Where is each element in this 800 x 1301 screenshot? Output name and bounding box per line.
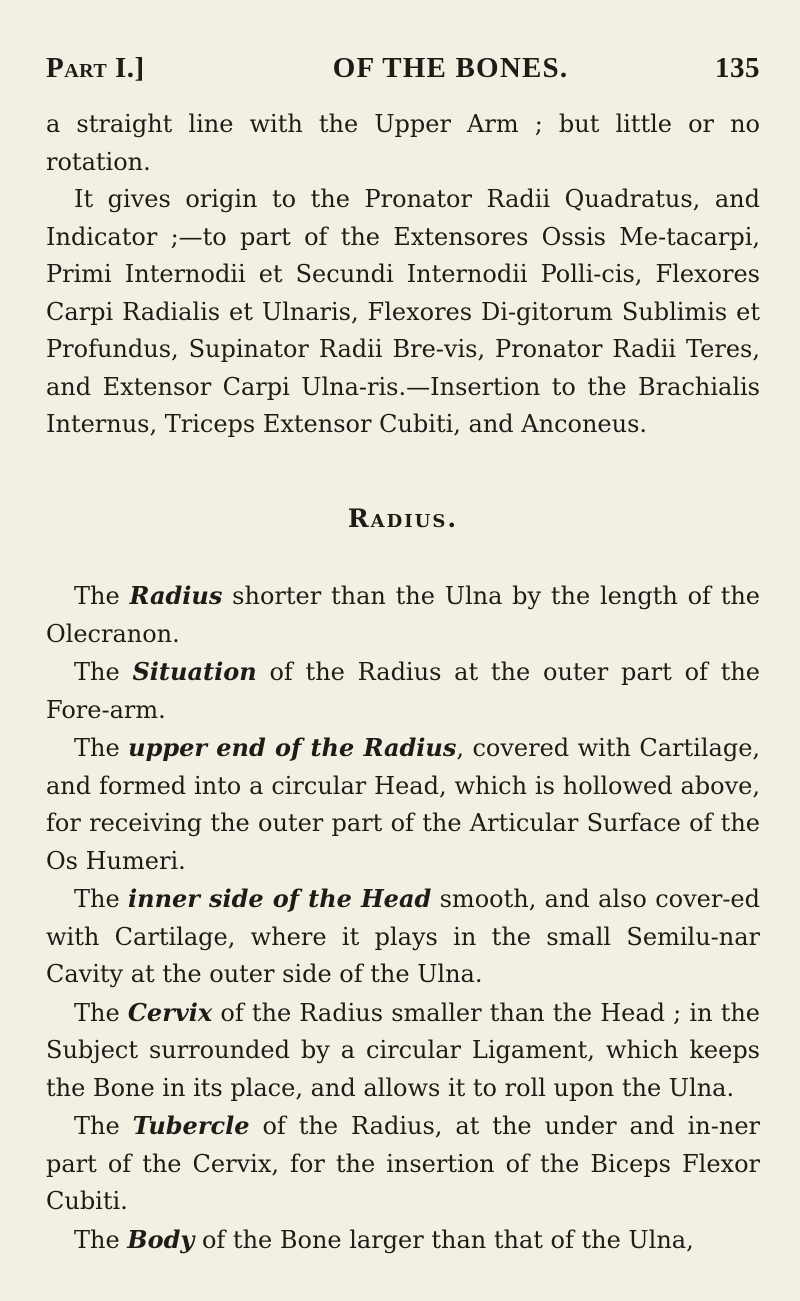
paragraph-text: The: [74, 998, 128, 1027]
paragraph-text: The: [74, 658, 133, 686]
running-title: OF THE BONES.: [332, 52, 569, 84]
paragraph-text: The: [74, 734, 129, 762]
paragraph: [46, 181, 760, 444]
paragraph: [46, 1107, 760, 1221]
paragraph-text: of the Radius smaller than the Head ; in the Subject surrounded by a circular Ligament, which keeps the Bone in its place, and allows it to roll upon the Ulna.: [46, 998, 761, 1102]
paragraph-text: shorter than the Ulna by the length of the Olecranon.: [46, 582, 761, 648]
paragraph: [46, 577, 760, 653]
emphasis-term: Cervix: [127, 997, 213, 1027]
paragraph: [46, 994, 760, 1108]
paragraph-text: It gives origin to the Pronator Radii Quadratus, and Indicator ;—to part of the Extensores Ossis Me-tacarpi, Primi Internodii et Secundi Internodii Polli-cis, Flexores Carpi Radialis et Ulnaris, Flexores Di-gitorum Sublimis et Profundus, Supinator Radii Bre-vis, Pronator Radii Teres, and Extensor Carpi Ulna-ris.—Insertion to the Brachialis Internus, Triceps Extensor Cubiti, and Anconeus.: [46, 185, 760, 438]
part-label: Part I.]: [46, 52, 145, 84]
paragraph-text: of the Bone larger than that of the Ulna,: [194, 1225, 694, 1254]
paragraph: [46, 1221, 760, 1260]
page-body: [46, 106, 760, 1259]
paragraph-text: smooth, and also cover-ed with Cartilage, where it plays in the small Semilu-nar Cavity at the outer side of the Ulna.: [46, 885, 760, 988]
page-number: 135: [715, 52, 760, 84]
paragraph-text: of the Radius, at the under and in-ner part of the Cervix, for the insertion of the Biceps Flexor Cubiti.: [46, 1112, 761, 1215]
emphasis-term: inner side of the Head: [128, 884, 432, 913]
paragraph-text: The: [74, 1112, 133, 1140]
section-heading: Radius.: [347, 503, 459, 533]
paragraph: [46, 880, 760, 994]
emphasis-term: upper end of the Radius: [128, 733, 457, 762]
paragraph-text: , covered with Cartilage, and formed into a circular Head, which is hollowed above, for receiving the outer part of the Articular Surface of the Os Humeri.: [46, 734, 761, 875]
paragraph-text: The: [74, 885, 129, 913]
emphasis-term: Tubercle: [132, 1111, 250, 1140]
paragraph-text: of the Radius at the outer part of the Fore-arm.: [46, 658, 760, 724]
paragraph: [46, 106, 760, 181]
paragraph: [46, 653, 760, 729]
paragraph-text: a straight line with the Upper Arm ; but little or no rotation.: [46, 110, 760, 176]
emphasis-term: Body: [127, 1224, 195, 1254]
running-header: [46, 52, 760, 96]
paragraph-text: The: [74, 1225, 128, 1254]
emphasis-term: Situation: [132, 657, 257, 686]
paragraph: [46, 729, 760, 880]
paragraph-text: The: [74, 582, 130, 610]
emphasis-term: Radius: [129, 581, 223, 610]
